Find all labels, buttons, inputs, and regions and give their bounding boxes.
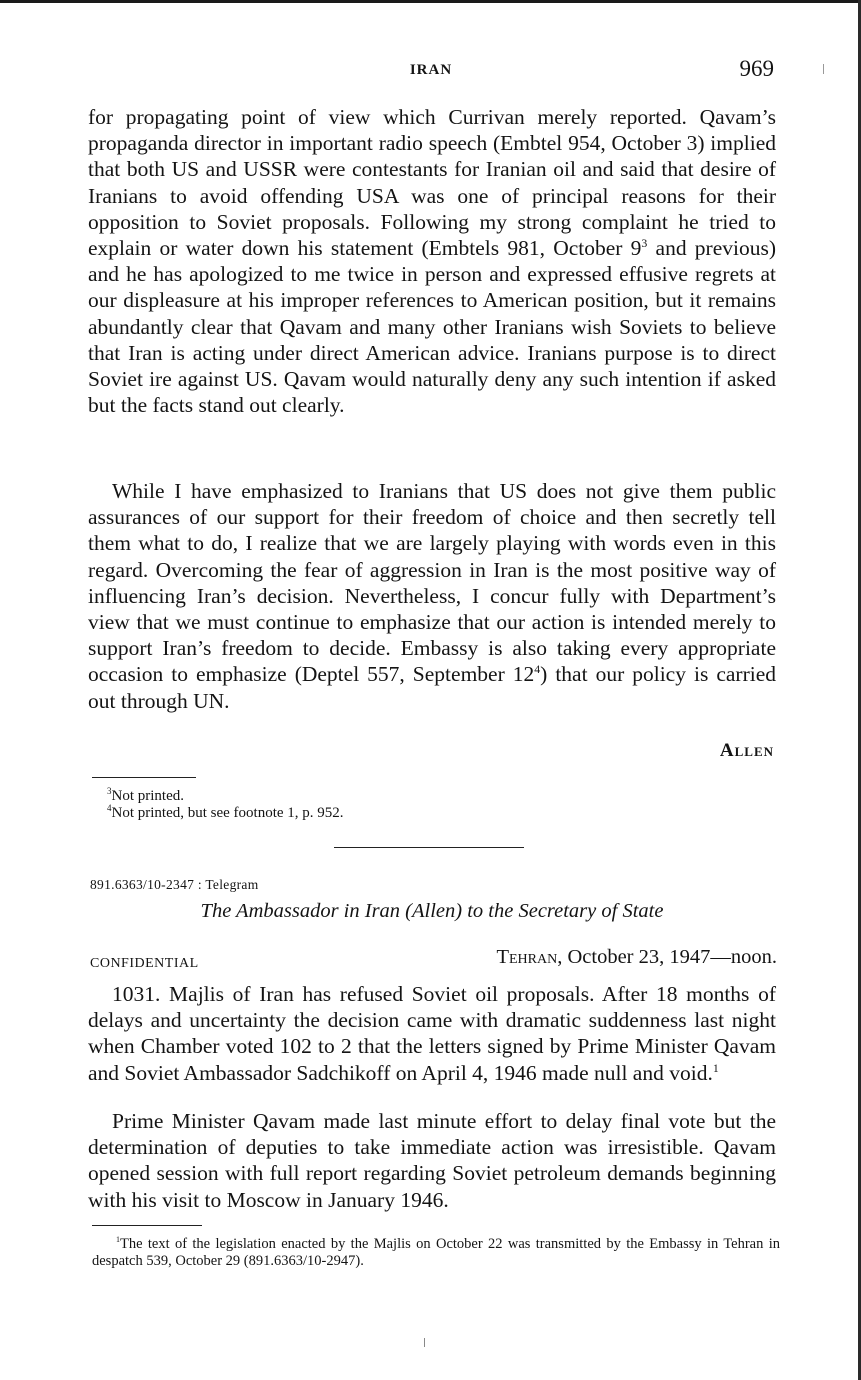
- dateline-city: Tehran: [496, 946, 558, 968]
- footnote-marker: 4: [534, 662, 541, 677]
- footnote-number: 4: [107, 803, 112, 813]
- scan-mark: [424, 1338, 425, 1347]
- footnote-number: 3: [107, 786, 112, 796]
- telegram-paragraph-1: [88, 981, 776, 1086]
- footnote-marker: 1: [712, 1060, 719, 1075]
- continued-paragraph-2: [88, 478, 776, 714]
- continued-paragraph-1: [88, 104, 776, 418]
- footnote-text: Not printed, but see footnote 1, p. 952.: [111, 805, 344, 821]
- footnote-number: 1: [116, 1235, 120, 1245]
- paragraph-text: for propagating point of view which Currivan merely reported. Qavam’s propaganda director in important radio speech (Embtel 954, October 3) implied that both US and USSR were contestants for Iranian oil and said that desire of Iranians to avoid offending USA was one of principal reasons for their opposition to Soviet proposals. Following my strong complaint he tried to explain or water down his statement (Embtels 981, October 9: [88, 105, 776, 261]
- signature: Allen: [719, 740, 774, 761]
- document-title: The Ambassador in Iran (Allen) to the Secretary of State: [200, 900, 664, 922]
- top-border: [0, 0, 861, 3]
- running-head: [88, 56, 774, 90]
- page-number: 969: [739, 56, 774, 81]
- footnote-marker: 3: [641, 235, 648, 250]
- telegram-paragraph-2: [88, 1108, 776, 1213]
- footnote-divider: [92, 777, 196, 778]
- running-head-title: IRAN: [409, 62, 453, 78]
- paragraph-text: Prime Minister Qavam made last minute effort to delay final vote but the determination of deputies to take immediate action was irresistible. Qavam opened session with full report regarding Soviet petroleum demands beginning with his visit to Moscow in January 1946.: [88, 1109, 776, 1212]
- footnote-4: [107, 805, 344, 822]
- footnote-text: The text of the legislation enacted by the Majlis on October 22 was transmitted by the Embassy in Tehran in despatch 539, October 29 (891.6363/10-2947).: [92, 1236, 780, 1269]
- file-reference: 891.6363/10-2347 : Telegram: [90, 877, 259, 892]
- footnote-3: [107, 788, 184, 805]
- paragraph-text: 1031. Majlis of Iran has refused Soviet oil proposals. After 18 months of delays and uncertainty the decision came with dramatic suddenness last night when Chamber voted 102 to 2 that the letters signed by Prime Minister Qavam and Soviet Ambassador Sadchikoff on April 4, 1946 made null and void.: [88, 982, 776, 1085]
- paragraph-text-cont: ) that our policy is carried out through UN.: [88, 662, 776, 713]
- scan-mark: [823, 64, 824, 74]
- dateline: [496, 946, 777, 969]
- dateline-date: , October 23, 1947—noon.: [557, 946, 777, 968]
- paragraph-text-cont: and previous) and he has apologized to me twice in person and expressed effusive regrets at our displeasure at his improper references to American position, but it remains abundantly clear that Qavam and many other Iranians wish Soviets to believe that Iran is acting under direct American advice. Iranians purpose is to direct Soviet ire against US. Qavam would naturally deny any such intention if asked but the facts stand out clearly.: [88, 236, 776, 418]
- footnote-text: Not printed.: [111, 788, 184, 804]
- classification: CONFIDENTIAL: [90, 956, 199, 971]
- paragraph-text: While I have emphasized to Iranians that US does not give them public assurances of our support for their freedom of choice and then secretly tell them what to do, I realize that we are largely playing with words even in this regard. Overcoming the fear of aggression in Iran is the most positive way of influencing Iran’s decision. Nevertheless, I concur fully with Department’s view that we must continue to emphasize that our action is intended merely to support Iran’s freedom to decide. Embassy is also taking every appropriate occasion to emphasize (Deptel 557, September 12: [88, 479, 776, 687]
- section-divider: [334, 847, 524, 848]
- footnote-divider-bottom: [92, 1225, 202, 1226]
- footnote-1: [92, 1236, 780, 1269]
